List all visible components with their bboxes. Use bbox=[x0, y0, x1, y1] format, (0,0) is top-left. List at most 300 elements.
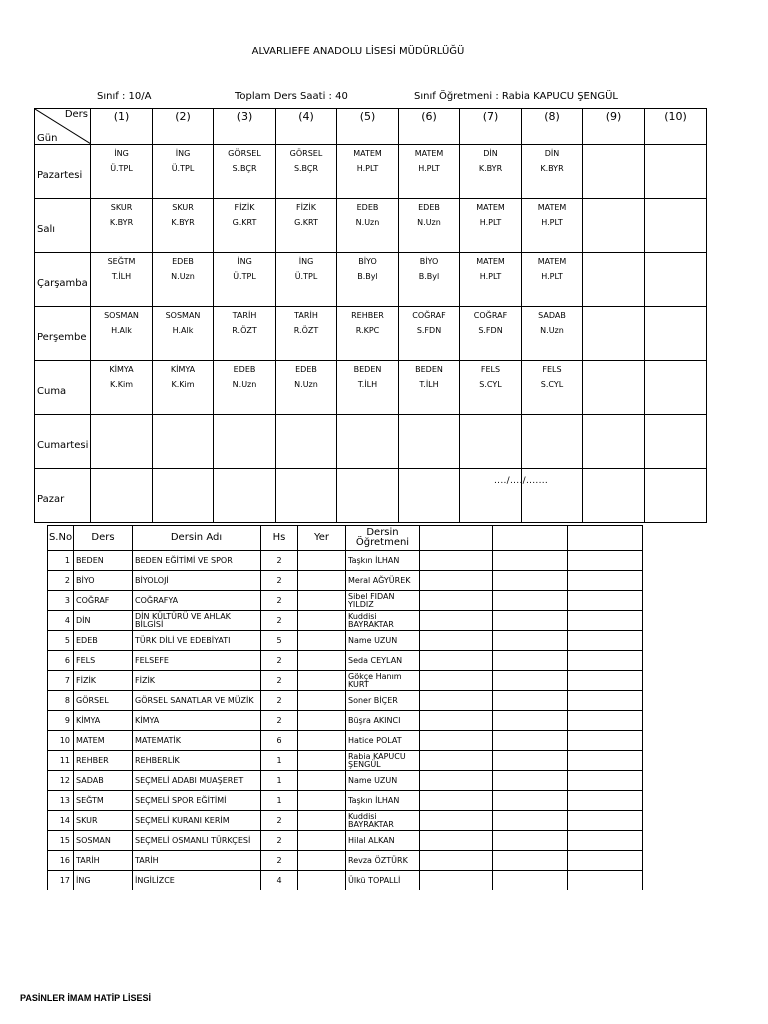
teacher-code: S.BÇR bbox=[293, 164, 319, 173]
extra-cell bbox=[568, 611, 643, 631]
course-teacher: Sibel FIDAN YILDIZ bbox=[346, 591, 420, 611]
extra-cell bbox=[493, 851, 568, 871]
extra-cell bbox=[568, 871, 643, 891]
extra-cell bbox=[568, 591, 643, 611]
teacher-code: B.Byl bbox=[418, 272, 440, 281]
lesson-cell bbox=[522, 199, 583, 253]
course-row bbox=[48, 751, 643, 771]
course-hours: 6 bbox=[261, 731, 298, 751]
course-row bbox=[48, 651, 643, 671]
lesson-cell bbox=[337, 145, 399, 199]
course-column-header: Yer bbox=[298, 526, 346, 551]
teacher-code: N.Uzn bbox=[355, 218, 380, 227]
teacher-code: H.Alk bbox=[172, 326, 194, 335]
course-teacher: Taşkın İLHAN bbox=[346, 551, 420, 571]
lesson-code: FELS bbox=[542, 365, 562, 374]
lesson-cell bbox=[276, 145, 337, 199]
lesson-code: TARİH bbox=[232, 311, 257, 320]
lesson-code: FİZİK bbox=[234, 203, 255, 212]
lesson-code: SOSMAN bbox=[165, 311, 201, 320]
lesson-cell bbox=[337, 469, 399, 523]
schedule-corner-cell bbox=[35, 109, 91, 145]
lesson-cell bbox=[91, 307, 153, 361]
course-hours: 1 bbox=[261, 751, 298, 771]
lesson-cell bbox=[153, 469, 214, 523]
teacher-code: K.BYR bbox=[171, 218, 195, 227]
lesson-code: MATEM bbox=[537, 257, 567, 266]
course-name: SEÇMELİ SPOR EĞİTİMİ bbox=[133, 791, 261, 811]
teacher-code: H.Alk bbox=[111, 326, 132, 335]
lesson-code: COĞRAF bbox=[473, 311, 508, 320]
lesson-code: COĞRAF bbox=[412, 311, 446, 320]
course-row bbox=[48, 871, 643, 891]
extra-cell bbox=[493, 671, 568, 691]
lesson-code: İNG bbox=[114, 149, 129, 158]
course-name: MATEMATİK bbox=[133, 731, 261, 751]
weekly-schedule-table bbox=[34, 108, 707, 523]
course-name: FİZİK bbox=[133, 671, 261, 691]
extra-cell bbox=[420, 631, 493, 651]
course-row bbox=[48, 851, 643, 871]
lesson-cell bbox=[645, 415, 707, 469]
extra-cell bbox=[420, 771, 493, 791]
extra-cell bbox=[568, 851, 643, 871]
course-abbr: KİMYA bbox=[74, 711, 133, 731]
lesson-code: SOSMAN bbox=[104, 311, 139, 320]
teacher-code: H.PLT bbox=[356, 164, 379, 173]
lesson-cell bbox=[153, 145, 214, 199]
period-header: (10) bbox=[645, 109, 707, 145]
lesson-code: FİZİK bbox=[295, 203, 317, 212]
extra-cell bbox=[420, 831, 493, 851]
teacher-code: K.BYR bbox=[540, 164, 564, 173]
schedule-row bbox=[35, 361, 707, 415]
lesson-cell bbox=[276, 469, 337, 523]
course-column-header: Hs bbox=[261, 526, 298, 551]
course-number: 14 bbox=[48, 811, 74, 831]
course-room bbox=[298, 631, 346, 651]
schedule-row bbox=[35, 199, 707, 253]
extra-cell bbox=[568, 831, 643, 851]
course-column-header bbox=[420, 526, 493, 551]
course-hours: 2 bbox=[261, 691, 298, 711]
course-name: KİMYA bbox=[133, 711, 261, 731]
course-room bbox=[298, 671, 346, 691]
course-number: 6 bbox=[48, 651, 74, 671]
lesson-code: FELS bbox=[480, 365, 501, 374]
lesson-code: GÖRSEL bbox=[289, 149, 323, 158]
course-row bbox=[48, 691, 643, 711]
course-abbr: TARİH bbox=[74, 851, 133, 871]
course-hours: 1 bbox=[261, 791, 298, 811]
lesson-cell bbox=[645, 253, 707, 307]
course-room bbox=[298, 731, 346, 751]
lesson-cell bbox=[399, 469, 460, 523]
extra-cell bbox=[420, 871, 493, 891]
course-room bbox=[298, 751, 346, 771]
lesson-cell bbox=[399, 415, 460, 469]
extra-cell bbox=[420, 811, 493, 831]
extra-cell bbox=[420, 851, 493, 871]
course-abbr: SOSMAN bbox=[74, 831, 133, 851]
course-room bbox=[298, 651, 346, 671]
course-hours: 2 bbox=[261, 811, 298, 831]
course-number: 17 bbox=[48, 871, 74, 891]
extra-cell bbox=[568, 751, 643, 771]
course-list-table bbox=[47, 525, 643, 890]
lesson-cell bbox=[91, 253, 153, 307]
course-row bbox=[48, 771, 643, 791]
lesson-cell bbox=[276, 361, 337, 415]
lesson-cell bbox=[91, 145, 153, 199]
course-column-header bbox=[493, 526, 568, 551]
period-header: (5) bbox=[337, 109, 399, 145]
lesson-cell bbox=[276, 253, 337, 307]
extra-cell bbox=[493, 871, 568, 891]
course-name: FELSEFE bbox=[133, 651, 261, 671]
lesson-cell bbox=[645, 361, 707, 415]
lesson-code: DİN bbox=[483, 149, 498, 158]
extra-cell bbox=[493, 791, 568, 811]
course-room bbox=[298, 691, 346, 711]
lesson-cell bbox=[399, 253, 460, 307]
extra-cell bbox=[493, 831, 568, 851]
course-teacher: Meral AĞYÜREK bbox=[346, 571, 420, 591]
schedule-row bbox=[35, 253, 707, 307]
extra-cell bbox=[568, 571, 643, 591]
lesson-code: İNG bbox=[237, 257, 252, 266]
lesson-cell bbox=[583, 145, 645, 199]
course-column-header: Ders bbox=[74, 526, 133, 551]
course-column-header: Dersin Adı bbox=[133, 526, 261, 551]
extra-cell bbox=[420, 571, 493, 591]
course-abbr: SEĞTM bbox=[74, 791, 133, 811]
course-number: 2 bbox=[48, 571, 74, 591]
lesson-code: SKUR bbox=[110, 203, 133, 212]
teacher-code: N.Uzn bbox=[171, 272, 195, 281]
extra-cell bbox=[420, 751, 493, 771]
course-hours: 2 bbox=[261, 591, 298, 611]
lesson-cell bbox=[214, 469, 276, 523]
lesson-cell bbox=[214, 253, 276, 307]
course-abbr: SKUR bbox=[74, 811, 133, 831]
course-name: SEÇMELİ ADABI MUAŞERET bbox=[133, 771, 261, 791]
lesson-code: SADAB bbox=[538, 311, 566, 320]
course-abbr: DİN bbox=[74, 611, 133, 631]
lesson-cell bbox=[337, 361, 399, 415]
course-abbr: BİYO bbox=[74, 571, 133, 591]
course-hours: 5 bbox=[261, 631, 298, 651]
course-teacher: Seda CEYLAN bbox=[346, 651, 420, 671]
schedule-row bbox=[35, 415, 707, 469]
extra-cell bbox=[493, 631, 568, 651]
lesson-cell bbox=[153, 253, 214, 307]
lesson-cell bbox=[214, 415, 276, 469]
date-line: ..../..../....... bbox=[494, 476, 549, 486]
lesson-code: EDEB bbox=[356, 203, 379, 212]
lesson-cell bbox=[645, 469, 707, 523]
course-room bbox=[298, 871, 346, 891]
course-abbr: REHBER bbox=[74, 751, 133, 771]
lesson-cell bbox=[460, 253, 522, 307]
course-abbr: SADAB bbox=[74, 771, 133, 791]
lesson-cell bbox=[583, 307, 645, 361]
teacher-code: K.BYR bbox=[109, 218, 134, 227]
period-header: (8) bbox=[522, 109, 583, 145]
course-hours: 2 bbox=[261, 711, 298, 731]
day-label: Cuma bbox=[35, 361, 91, 415]
lesson-code: SEĞTM bbox=[107, 257, 136, 266]
course-name: İNGİLİZCE bbox=[133, 871, 261, 891]
course-teacher: Büşra AKINCI bbox=[346, 711, 420, 731]
extra-cell bbox=[493, 591, 568, 611]
lesson-cell bbox=[460, 307, 522, 361]
course-row bbox=[48, 831, 643, 851]
lesson-code: BİYO bbox=[358, 257, 377, 266]
day-label: Pazar bbox=[35, 469, 91, 523]
lesson-cell bbox=[91, 361, 153, 415]
course-name: DİN KÜLTÜRÜ VE AHLAK BİLGİSİ bbox=[133, 611, 261, 631]
course-teacher: Gökçe Hanım KURT bbox=[346, 671, 420, 691]
lesson-cell bbox=[460, 199, 522, 253]
schedule-header-row bbox=[35, 109, 707, 145]
extra-cell bbox=[420, 691, 493, 711]
course-name: TARİH bbox=[133, 851, 261, 871]
teacher-code: H.PLT bbox=[541, 218, 563, 227]
lesson-cell bbox=[337, 199, 399, 253]
course-row bbox=[48, 711, 643, 731]
lesson-cell bbox=[522, 361, 583, 415]
lesson-code: İNG bbox=[298, 257, 314, 266]
lesson-code: EDEB bbox=[418, 203, 440, 212]
lesson-code: KİMYA bbox=[109, 365, 134, 374]
teacher-code: Ü.TPL bbox=[294, 272, 318, 281]
course-abbr: MATEM bbox=[74, 731, 133, 751]
teacher-code: B.Byl bbox=[357, 272, 378, 281]
page-title: ALVARLIEFE ANADOLU LİSESİ MÜDÜRLÜĞÜ bbox=[251, 46, 465, 57]
course-number: 12 bbox=[48, 771, 74, 791]
lesson-cell bbox=[214, 361, 276, 415]
course-number: 8 bbox=[48, 691, 74, 711]
teacher-code: S.CYL bbox=[479, 380, 502, 389]
extra-cell bbox=[568, 651, 643, 671]
lesson-cell bbox=[399, 361, 460, 415]
course-abbr: FELS bbox=[74, 651, 133, 671]
course-teacher: Rabia KAPUCU ŞENGÜL bbox=[346, 751, 420, 771]
lesson-cell bbox=[460, 145, 522, 199]
day-label: Çarşamba bbox=[35, 253, 91, 307]
lesson-cell bbox=[522, 415, 583, 469]
teacher-code: R.ÖZT bbox=[293, 326, 319, 335]
lesson-cell bbox=[153, 307, 214, 361]
lesson-cell bbox=[583, 361, 645, 415]
course-teacher: Name UZUN bbox=[346, 631, 420, 651]
lesson-code: EDEB bbox=[295, 365, 317, 374]
course-room bbox=[298, 791, 346, 811]
course-abbr: BEDEN bbox=[74, 551, 133, 571]
lesson-cell bbox=[522, 307, 583, 361]
course-teacher: Ülkü TOPALLİ bbox=[346, 871, 420, 891]
lesson-code: BİYO bbox=[419, 257, 439, 266]
lesson-code: MATEM bbox=[537, 203, 567, 212]
lesson-code: MATEM bbox=[353, 149, 382, 158]
course-teacher: Hilal ALKAN bbox=[346, 831, 420, 851]
extra-cell bbox=[493, 691, 568, 711]
course-name: TÜRK DİLİ VE EDEBİYATI bbox=[133, 631, 261, 651]
course-number: 11 bbox=[48, 751, 74, 771]
lesson-cell bbox=[153, 415, 214, 469]
lesson-cell bbox=[153, 361, 214, 415]
course-number: 9 bbox=[48, 711, 74, 731]
teacher-code: K.BYR bbox=[478, 164, 503, 173]
teacher-code: N.Uzn bbox=[540, 326, 564, 335]
teacher-code: T.İLH bbox=[357, 380, 378, 389]
schedule-row bbox=[35, 307, 707, 361]
extra-cell bbox=[568, 551, 643, 571]
course-room bbox=[298, 551, 346, 571]
day-label: Cumartesi bbox=[35, 415, 91, 469]
course-number: 10 bbox=[48, 731, 74, 751]
extra-cell bbox=[420, 671, 493, 691]
extra-cell bbox=[568, 691, 643, 711]
course-number: 3 bbox=[48, 591, 74, 611]
schedule-row bbox=[35, 145, 707, 199]
teacher-code: H.PLT bbox=[418, 164, 440, 173]
lesson-code: TARİH bbox=[294, 311, 318, 320]
extra-cell bbox=[568, 731, 643, 751]
course-row bbox=[48, 671, 643, 691]
extra-cell bbox=[420, 731, 493, 751]
lesson-code: SKUR bbox=[172, 203, 194, 212]
lesson-cell bbox=[337, 253, 399, 307]
course-hours: 2 bbox=[261, 571, 298, 591]
class-teacher: Sınıf Öğretmeni : Rabia KAPUCU ŞENGÜL bbox=[414, 91, 618, 102]
course-column-header: Dersin Öğretmeni bbox=[346, 526, 420, 551]
course-hours: 2 bbox=[261, 611, 298, 631]
course-room bbox=[298, 611, 346, 631]
course-name: BİYOLOJİ bbox=[133, 571, 261, 591]
lesson-cell bbox=[153, 199, 214, 253]
period-header: (4) bbox=[276, 109, 337, 145]
extra-cell bbox=[493, 651, 568, 671]
course-teacher: Hatice POLAT bbox=[346, 731, 420, 751]
teacher-code: N.Uzn bbox=[294, 380, 318, 389]
lesson-code: DİN bbox=[544, 149, 560, 158]
teacher-code: H.PLT bbox=[479, 218, 502, 227]
extra-cell bbox=[493, 771, 568, 791]
lesson-cell bbox=[583, 469, 645, 523]
course-row bbox=[48, 611, 643, 631]
course-abbr: GÖRSEL bbox=[74, 691, 133, 711]
course-number: 4 bbox=[48, 611, 74, 631]
class-info: Sınıf : 10/A bbox=[97, 91, 152, 102]
course-teacher: Kuddisi BAYRAKTAR bbox=[346, 611, 420, 631]
lesson-cell bbox=[645, 199, 707, 253]
lesson-cell bbox=[460, 361, 522, 415]
day-label: Salı bbox=[35, 199, 91, 253]
extra-cell bbox=[420, 651, 493, 671]
teacher-code: K.Kim bbox=[171, 380, 195, 389]
course-teacher: Kuddisi BAYRAKTAR bbox=[346, 811, 420, 831]
course-room bbox=[298, 591, 346, 611]
course-room bbox=[298, 711, 346, 731]
course-row bbox=[48, 731, 643, 751]
course-row bbox=[48, 791, 643, 811]
extra-cell bbox=[420, 611, 493, 631]
teacher-code: R.ÖZT bbox=[232, 326, 257, 335]
course-number: 13 bbox=[48, 791, 74, 811]
period-header: (9) bbox=[583, 109, 645, 145]
lesson-cell bbox=[522, 253, 583, 307]
extra-cell bbox=[420, 791, 493, 811]
lesson-cell bbox=[214, 199, 276, 253]
extra-cell bbox=[493, 751, 568, 771]
lesson-cell bbox=[276, 307, 337, 361]
teacher-code: S.FDN bbox=[478, 326, 503, 335]
course-column-header: S.No bbox=[48, 526, 74, 551]
course-hours: 2 bbox=[261, 551, 298, 571]
course-name: SEÇMELİ OSMANLI TÜRKÇESİ bbox=[133, 831, 261, 851]
lesson-cell bbox=[460, 415, 522, 469]
corner-day-label: Gün bbox=[37, 133, 58, 144]
teacher-code: R.KPC bbox=[355, 326, 380, 335]
course-header-row bbox=[48, 526, 643, 551]
course-name: GÖRSEL SANATLAR VE MÜZİK bbox=[133, 691, 261, 711]
lesson-cell bbox=[583, 253, 645, 307]
course-number: 7 bbox=[48, 671, 74, 691]
lesson-cell bbox=[214, 145, 276, 199]
teacher-code: Ü.TPL bbox=[110, 164, 133, 173]
course-room bbox=[298, 831, 346, 851]
course-row bbox=[48, 811, 643, 831]
lesson-code: MATEM bbox=[476, 257, 505, 266]
course-name: COĞRAFYA bbox=[133, 591, 261, 611]
course-number: 1 bbox=[48, 551, 74, 571]
extra-cell bbox=[568, 671, 643, 691]
course-column-header bbox=[568, 526, 643, 551]
teacher-code: N.Uzn bbox=[232, 380, 257, 389]
lesson-code: MATEM bbox=[476, 203, 505, 212]
teacher-code: S.FDN bbox=[416, 326, 442, 335]
extra-cell bbox=[420, 591, 493, 611]
lesson-cell bbox=[522, 145, 583, 199]
course-abbr: EDEB bbox=[74, 631, 133, 651]
period-header: (6) bbox=[399, 109, 460, 145]
lesson-cell bbox=[645, 145, 707, 199]
teacher-code: S.CYL bbox=[540, 380, 564, 389]
lesson-code: MATEM bbox=[414, 149, 444, 158]
extra-cell bbox=[493, 731, 568, 751]
extra-cell bbox=[420, 551, 493, 571]
corner-lessons-label: Ders bbox=[64, 109, 88, 120]
course-name: REHBERLİK bbox=[133, 751, 261, 771]
lesson-cell bbox=[583, 199, 645, 253]
teacher-code: T.İLH bbox=[111, 272, 132, 281]
lesson-cell bbox=[91, 469, 153, 523]
extra-cell bbox=[568, 771, 643, 791]
teacher-code: K.Kim bbox=[109, 380, 134, 389]
course-number: 5 bbox=[48, 631, 74, 651]
extra-cell bbox=[493, 611, 568, 631]
lesson-code: GÖRSEL bbox=[228, 149, 261, 158]
extra-cell bbox=[493, 711, 568, 731]
course-number: 15 bbox=[48, 831, 74, 851]
lesson-code: BEDEN bbox=[415, 365, 443, 374]
course-teacher: Revza ÖZTÜRK bbox=[346, 851, 420, 871]
course-hours: 1 bbox=[261, 771, 298, 791]
extra-cell bbox=[568, 791, 643, 811]
lesson-cell bbox=[399, 145, 460, 199]
